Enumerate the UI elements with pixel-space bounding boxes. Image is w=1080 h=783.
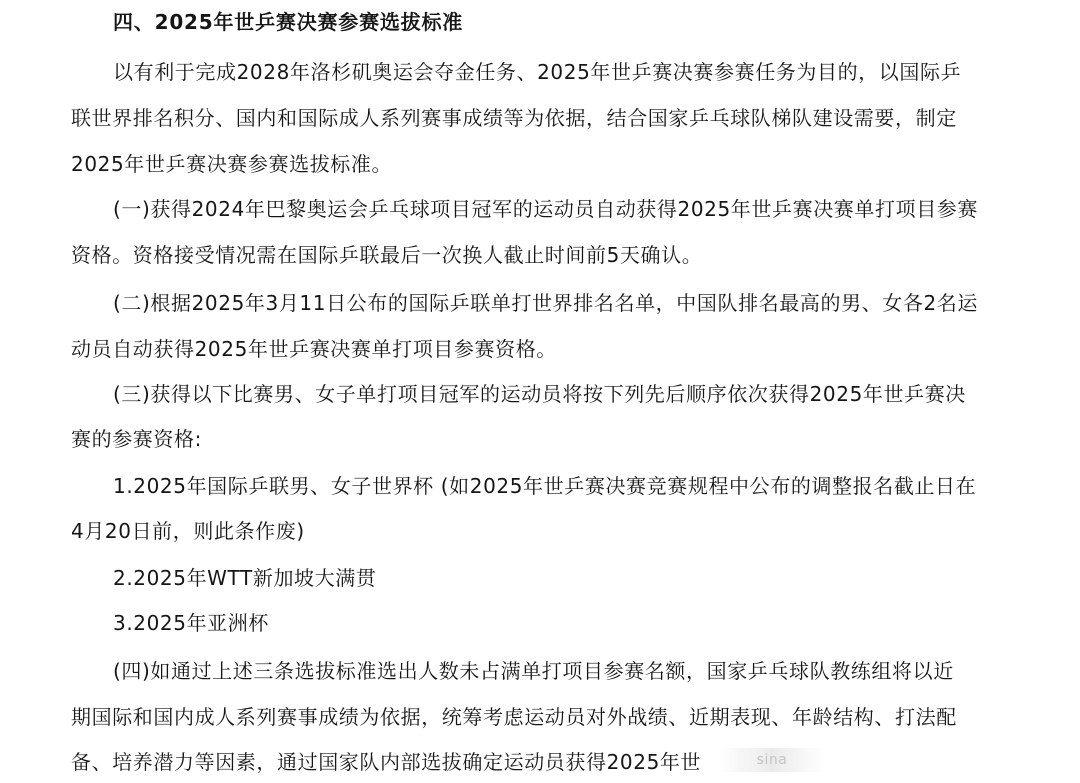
clause-4-line-3: 备、培养潜力等因素，通过国家队内部选拔确定运动员获得2025年世 [71, 750, 702, 774]
clause-1-line-1: (一)获得2024年巴黎奥运会乒乓球项目冠军的运动员自动获得2025年世乒赛决赛单打项目参赛 [113, 197, 979, 221]
clause-3-line-2: 赛的参赛资格: [71, 427, 202, 451]
clause-4-line-1: (四)如通过上述三条选拔标准选出人数未占满单打项目参赛名额，国家乒乓球队教练组将以近 [113, 659, 954, 683]
item-2: 2.2025年WTT新加坡大满贯 [113, 566, 377, 590]
intro-line-1: 以有利于完成2028年洛杉矶奥运会夺金任务、2025年世乒赛决赛参赛任务为目的，以国际乒 [113, 60, 962, 84]
clause-3-line-1: (三)获得以下比赛男、女子单打项目冠军的运动员将按下列先后顺序依次获得2025年世乒赛决 [113, 382, 966, 406]
watermark: sina [720, 748, 824, 772]
item-3: 3.2025年亚洲杯 [113, 611, 269, 635]
intro-line-3: 2025年世乒赛决赛参赛选拔标准。 [71, 152, 393, 176]
clause-4-line-2: 期国际和国内成人系列赛事成绩为依据，统筹考虑运动员对外战绩、近期表现、年龄结构、打法配 [71, 705, 957, 729]
clause-2-line-1: (二)根据2025年3月11日公布的国际乒联单打世界排名名单，中国队排名最高的男、女各2名运 [113, 291, 979, 315]
intro-line-2: 联世界排名积分、国内和国际成人系列赛事成绩等为依据，结合国家乒乓球队梯队建设需要，制定 [71, 106, 957, 130]
section-heading: 四、2025年世乒赛决赛参赛选拔标准 [113, 10, 464, 34]
clause-1-line-2: 资格。资格接受情况需在国际乒联最后一次换人截止时间前5天确认。 [71, 243, 703, 267]
item-1-line-2: 4月20日前，则此条作废) [71, 519, 305, 543]
clause-2-line-2: 动员自动获得2025年世乒赛决赛单打项目参赛资格。 [71, 337, 557, 361]
item-1-line-1: 1.2025年国际乒联男、女子世界杯 (如2025年世乒赛决赛竞赛规程中公布的调整报名截止日在 [113, 474, 977, 498]
